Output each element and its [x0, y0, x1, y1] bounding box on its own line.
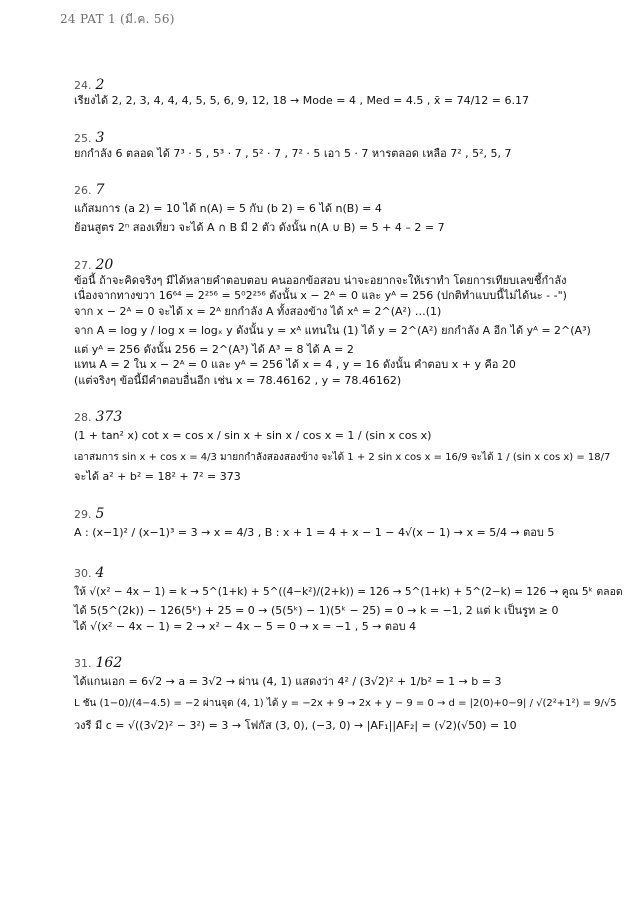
- problem-number: 31.: [74, 657, 92, 671]
- solution-28: [74, 406, 614, 485]
- solution-line: วงรี มี c = √((3√2)² − 3²) = 3 → โฟกัส (3, 0), (−3, 0) → |AF₁||AF₂| = (√2)(√50) = 10: [74, 719, 517, 733]
- solution-29: [74, 503, 614, 544]
- problem-number: 26.: [74, 184, 92, 198]
- problem-answer: 7: [95, 182, 105, 199]
- problem-number: 24.: [74, 79, 92, 92]
- solution-line: จะได้ a² + b² = 18² + 7² = 373: [74, 470, 241, 484]
- solution-line: L ชัน (1−0)/(4−4.5) = −2 ผ่านจุด (4, 1) ได้ y = −2x + 9 → 2x + y − 9 = 0 → d = |2(0)+0−9| / √(2²+1²) = 9/√5: [74, 698, 617, 710]
- problem-answer: 20: [95, 256, 114, 273]
- problem-answer: 3: [95, 129, 105, 146]
- problem-answer: 162: [95, 655, 123, 672]
- problem-answer: 2: [95, 77, 105, 93]
- header-title: PAT 1 (มี.ค. 56): [80, 12, 175, 26]
- solutions-content: [74, 74, 623, 747]
- solution-line: ได้ √(x² − 4x − 1) = 2 → x² − 4x − 5 = 0 → x = −1 , 5 → ตอบ 4: [74, 619, 417, 633]
- problem-number: 30.: [74, 566, 92, 580]
- problem-answer: 5: [95, 505, 105, 522]
- page-header: [60, 10, 175, 29]
- solution-line: ได้ 5(5^(2k)) − 126(5ᵏ) + 25 = 0 → (5(5ᵏ) − 1)(5ᵏ − 25) = 0 → k = −1, 2 แต่ k เป็นรูท ≥ 0: [74, 603, 559, 617]
- solution-line: ยกกำลัง 6 ตลอด ได้ 7³ · 5 , 5³ · 7 , 5² · 7 , 7² · 5 เอา 5 · 7 หารตลอด เหลือ 7² , 5², 5, 7: [74, 146, 512, 160]
- solution-line: ข้อนี้ ถ้าจะคิดจริงๆ มีได้หลายคำตอบตอบ คนออกข้อสอบ น่าจะอยากจะให้เราทำ โดยการเทียบเลขชี้กำลัง: [74, 273, 567, 287]
- solution-line: จาก x − 2ᴬ = 0 จะได้ x = 2ᴬ ยกกำลัง A ทั้งสองข้าง ได้ xᴬ = 2^(A²) …(1): [74, 304, 442, 318]
- solution-24: [74, 74, 614, 109]
- solution-27: [74, 254, 614, 389]
- solution-31: [74, 652, 617, 737]
- solution-26: [74, 179, 614, 236]
- solution-line: จาก A = log y / log x = logₓ y ดังนั้น y = xᴬ แทนใน (1) ได้ y = 2^(A²) ยกกำลัง A อีก ได้ yᴬ = 2^(A³): [74, 323, 591, 337]
- solution-line: เนื่องจากทางขวา 16⁶⁴ = 2²⁵⁶ = 5⁰2²⁵⁶ ดังนั้น x − 2ᴬ = 0 และ yᴬ = 256 (ปกติทำแบบนี้ไม่ได้นะ - -"): [74, 289, 567, 303]
- problem-number: 27.: [74, 258, 92, 272]
- problem-answer: 373: [95, 409, 123, 426]
- solution-25: [74, 127, 614, 162]
- solution-30: [74, 562, 623, 634]
- solution-line: (แต่จริงๆ ข้อนี้มีคำตอบอื่นอีก เช่น x = 78.46162 , y = 78.46162): [74, 373, 402, 387]
- solution-line: (1 + tan² x) cot x = cos x / sin x + sin x / cos x = 1 / (sin x cos x): [74, 429, 432, 443]
- page-number: 24: [60, 12, 76, 26]
- solution-line: A : (x−1)² / (x−1)³ = 3 → x = 4/3 , B : x + 1 = 4 + x − 1 − 4√(x − 1) → x = 5/4 → ตอบ 5: [74, 525, 555, 539]
- solution-line: แทน A = 2 ใน x − 2ᴬ = 0 และ yᴬ = 256 ได้ x = 4 , y = 16 ดังนั้น คำตอบ x + y คือ 20: [74, 358, 516, 372]
- problem-number: 29.: [74, 507, 92, 521]
- solution-line: แต่ yᴬ = 256 ดังนั้น 256 = 2^(A³) ได้ A³ = 8 ได้ A = 2: [74, 342, 354, 356]
- solution-line: เรียงได้ 2, 2, 3, 4, 4, 4, 5, 5, 6, 9, 12, 18 → Mode = 4 , Med = 4.5 , x̄ = 74/12 = 6.17: [74, 94, 529, 107]
- problem-answer: 4: [95, 564, 105, 581]
- solution-line: ให้ √(x² − 4x − 1) = k → 5^(1+k) + 5^((4−k²)/(2+k)) = 126 → 5^(1+k) + 5^(2−k) = 126 → คูณ 5ᵏ ตลอด: [74, 585, 623, 598]
- solution-line: ได้แกนเอก = 6√2 → a = 3√2 → ผ่าน (4, 1) แสดงว่า 4² / (3√2)² + 1/b² = 1 → b = 3: [74, 675, 502, 689]
- problem-number: 28.: [74, 411, 92, 425]
- solution-line: แก้สมการ (a 2) = 10 ได้ n(A) = 5 กับ (b 2) = 6 ได้ n(B) = 4: [74, 202, 382, 216]
- problem-number: 25.: [74, 131, 92, 145]
- solution-line: เอาสมการ sin x + cos x = 4/3 มายกกำลังสองสองข้าง จะได้ 1 + 2 sin x cos x = 16/9 จะได้ 1 / (sin x cos x) = 18/7: [74, 452, 611, 464]
- solution-line: ย้อนสูตร 2ⁿ สองเที่ยว จะได้ A ∩ B มี 2 ตัว ดังนั้น n(A ∪ B) = 5 + 4 – 2 = 7: [74, 221, 445, 235]
